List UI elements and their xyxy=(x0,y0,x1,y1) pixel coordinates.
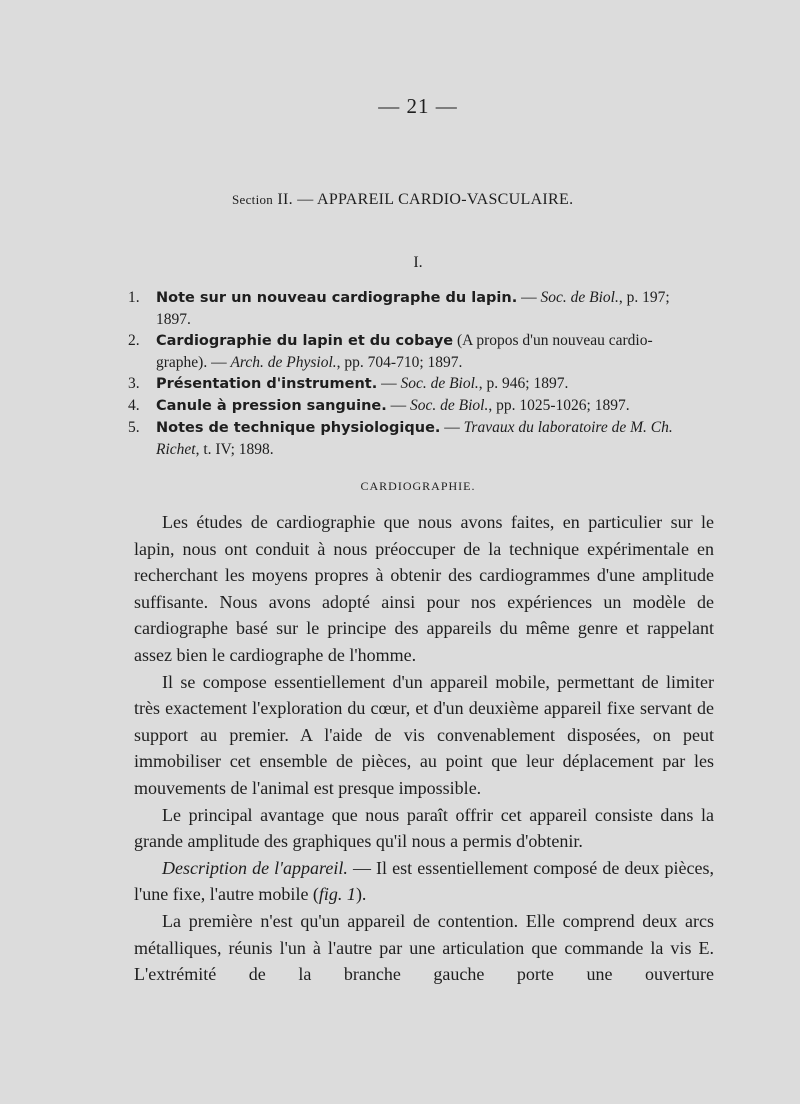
paragraph-text: — Il est essentiellement composé de deux pièces, l'une fixe, l'autre mobile ( xyxy=(134,857,714,905)
paragraph: Les études de cardiographie que nous avons faites, en particulier sur le lapin, nous ont conduit à nous préoccuper de la technique expérimentale en recherchant les moyens propres à obtenir des cardiogrammes d'une amplitude suffisante. Nous avons adopté ainsi pour nos expériences un modèle de cardiographe basé sur le principe des appareils du même genre et rappelant assez bien le cardiographe de l'homme. xyxy=(134,512,714,665)
reference-title: Note sur un nouveau cardiographe du lapin. xyxy=(156,290,518,306)
body-text xyxy=(134,509,714,988)
reference-text: — xyxy=(440,419,464,436)
subheading: CARDIOGRAPHIE. xyxy=(360,479,476,493)
reference-journal: Soc. de Biol. xyxy=(410,397,489,414)
reference-text: 1897. xyxy=(156,311,191,328)
reference-number: 3. xyxy=(128,375,140,392)
reference-number: 1. xyxy=(128,289,140,306)
paragraph xyxy=(134,855,714,908)
reference-journal: Travaux du laboratoire de M. Ch. xyxy=(463,419,673,436)
reference-text: , p. 946; 1897. xyxy=(478,375,569,392)
reference-item xyxy=(128,373,712,395)
reference-text: , pp. 1025-1026; 1897. xyxy=(488,397,630,414)
subsection-number: I. xyxy=(413,254,423,271)
reference-list xyxy=(128,287,712,460)
reference-item xyxy=(128,330,712,373)
reference-text: graphe). — xyxy=(156,354,231,371)
paragraph: Il se compose essentiellement d'un appareil mobile, permettant de limiter très exactement l'exploration du cœur, et d'un deuxième appareil fixe servant de support au premier. A l'aide de vis convenablement disposées, on peut immobiliser cet ensemble de pièces, au point que leur déplacement par les mouvements de l'animal est presque impossible. xyxy=(134,671,714,798)
section-heading xyxy=(232,191,652,209)
reference-text: (A propos d'un nouveau cardio- xyxy=(453,332,653,349)
reference-item xyxy=(128,395,712,417)
reference-text: , p. 197; xyxy=(618,289,670,306)
section-label: Section xyxy=(232,192,274,207)
reference-title: Canule à pression sanguine. xyxy=(156,398,387,414)
reference-title: Cardiographie du lapin et du cobaye xyxy=(156,333,454,349)
reference-journal: Richet xyxy=(156,441,196,458)
reference-number: 4. xyxy=(128,397,140,414)
reference-text: , pp. 704-710; 1897. xyxy=(336,354,463,371)
reference-journal: Soc. de Biol. xyxy=(400,375,479,392)
reference-item xyxy=(128,287,712,330)
reference-number: 2. xyxy=(128,332,140,349)
reference-text: — xyxy=(377,375,401,392)
paragraph-text: ). xyxy=(355,884,367,905)
paragraph: La première n'est qu'un appareil de contention. Elle comprend deux arcs métalliques, réunis l'un à l'autre par une articulation que commande la vis E. L'extrémité de la branche gauche porte une ouverture xyxy=(134,910,714,985)
reference-journal: Arch. de Physiol. xyxy=(230,354,337,371)
reference-title: Présentation d'instrument. xyxy=(156,376,378,392)
reference-journal: Soc. de Biol. xyxy=(540,289,619,306)
reference-text: — xyxy=(517,289,541,306)
reference-text: , t. IV; 1898. xyxy=(195,441,274,458)
section-title: II. — APPAREIL CARDIO-VASCULAIRE. xyxy=(277,191,574,208)
paragraph: Le principal avantage que nous paraît offrir cet appareil consiste dans la grande amplitude des graphiques qu'il nous a permis d'obtenir. xyxy=(134,804,714,852)
reference-text: — xyxy=(386,397,411,414)
reference-item xyxy=(128,417,712,460)
figure-reference: fig. 1 xyxy=(318,884,356,905)
paragraph-lead: Description de l'appareil. xyxy=(162,857,348,878)
reference-title: Notes de technique physiologique. xyxy=(156,420,441,436)
page-number: — 21 — xyxy=(378,94,458,118)
reference-number: 5. xyxy=(128,419,140,436)
